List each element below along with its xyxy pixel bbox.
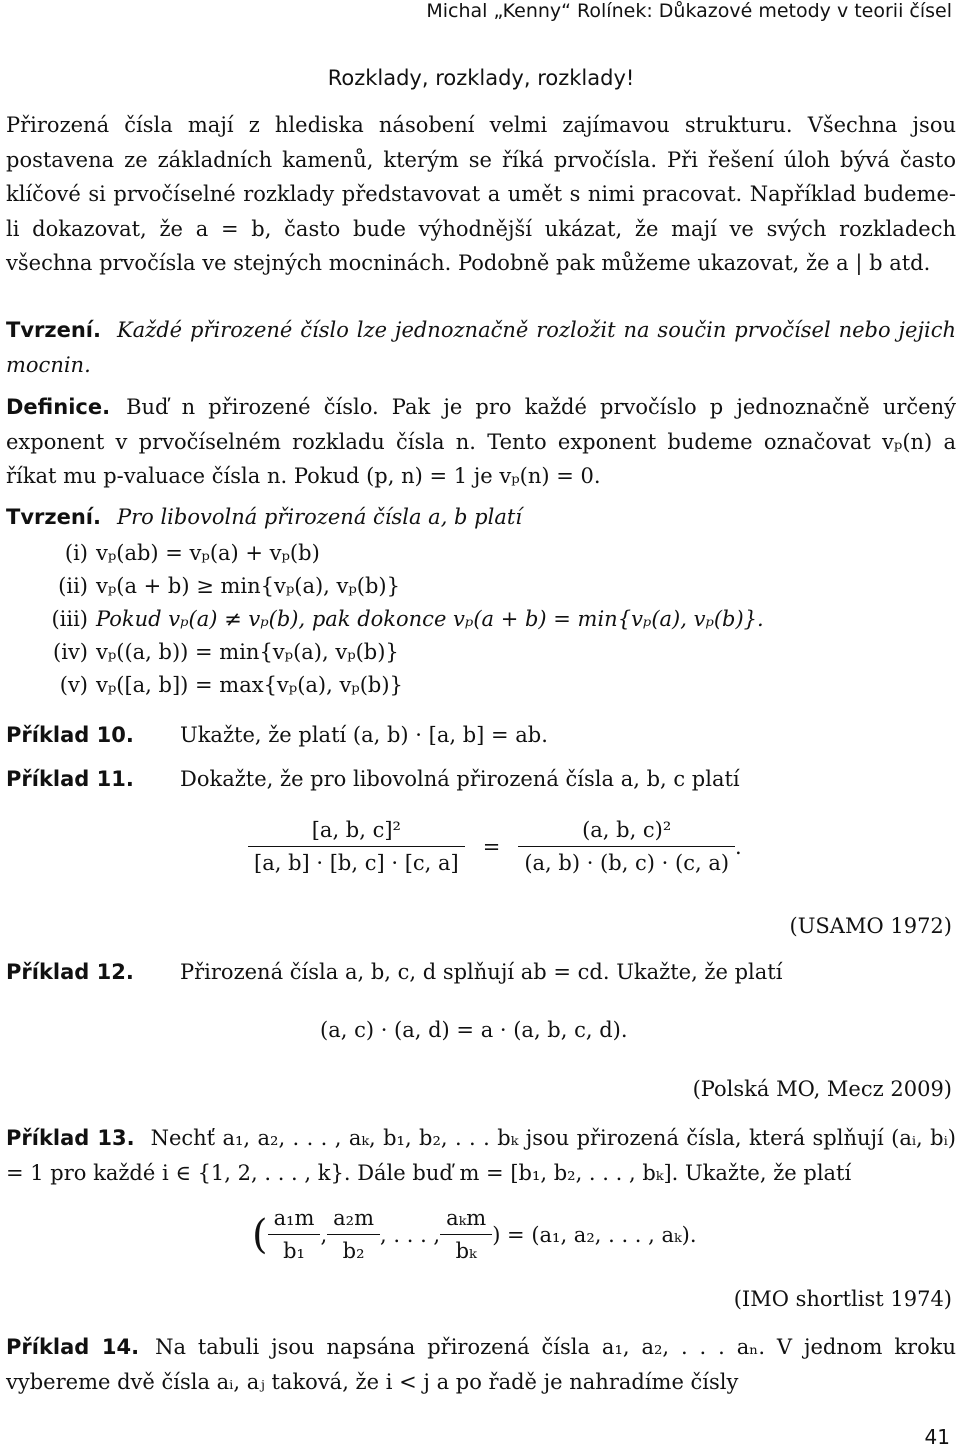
- intro-paragraph: Přirozená čísla mají z hlediska násobení velmi zajímavou strukturu. Všechna jsou postavena ze základních kamenů, kterým se říká prvočísla. Při řešení úloh bývá často klíčové si prvočíselné rozklady představovat a umět s nimi pracovat. Například budeme-li dokazovat, že a = b, často bude výhodnější ukázat, že mají ve svých rozkladech všechna prvočísla ve stejných mocninách. Podobně pak můžeme ukazovat, že a | b atd.: [6, 113, 956, 275]
- example-11-label: Příklad 11.: [6, 767, 134, 791]
- claim-1: [6, 313, 956, 382]
- claim-2-item: [6, 541, 320, 565]
- fraction-1: [268, 1206, 321, 1263]
- example-12-text: Přirozená čísla a, b, c, d splňují ab = cd. Ukažte, že platí: [180, 960, 783, 984]
- item-text: vₚ([a, b]) = max{vₚ(a), vₚ(b)}: [96, 673, 403, 697]
- example-14: [6, 1330, 956, 1399]
- item-text: vₚ((a, b)) = min{vₚ(a), vₚ(b)}: [96, 640, 399, 664]
- section-title: Rozklady, rozklady, rozklady!: [327, 66, 635, 90]
- ellipsis: , . . . ,: [380, 1222, 441, 1247]
- item-number: (i): [64, 541, 88, 565]
- definition-label: Definice.: [6, 395, 111, 419]
- definition-text: Buď n přirozené číslo. Pak je pro každé prvočíslo p jednoznačně určený exponent v prvočíselném rozkladu čísla n. Tento exponent budeme označovat vₚ(n) a říkat mu p-valuace čísla n. Pokud (p, n) = 1 je vₚ(n) = 0.: [6, 395, 956, 488]
- comma: ,: [320, 1222, 328, 1247]
- item-number: (iv): [53, 640, 88, 664]
- claim-2-label: Tvrzení.: [6, 505, 101, 529]
- open-paren: (: [252, 1211, 268, 1258]
- running-header: Michal „Kenny“ Rolínek: Důkazové metody v teorii čísel: [426, 0, 952, 22]
- item-number: (v): [59, 673, 88, 697]
- rhs-fraction: [518, 818, 735, 875]
- example-13-text: Nechť a₁, a₂, . . . , aₖ, b₁, b₂, . . . bₖ jsou přirozená čísla, která splňují (aᵢ, bᵢ) = 1 pro každé i ∈ {1, 2, . . . , k}. Dále buď m = [b₁, b₂, . . . , bₖ]. Ukažte, že platí: [6, 1126, 956, 1185]
- fraction-1-numerator: a₁m: [268, 1206, 321, 1235]
- lhs-fraction: [248, 818, 465, 875]
- rhs-numerator: (a, b, c)²: [518, 818, 735, 847]
- fraction-k: [440, 1206, 492, 1263]
- item-number: (ii): [58, 574, 88, 598]
- example-13-rhs: ) = (a₁, a₂, . . . , aₖ).: [492, 1222, 697, 1247]
- period: .: [735, 834, 742, 859]
- claim-1-text: Každé přirozené číslo lze jednoznačně rozložit na součin prvočísel nebo jejich mocnin.: [6, 318, 956, 377]
- example-11-text: Dokažte, že pro libovolná přirozená čísla a, b, c platí: [180, 767, 740, 791]
- claim-2-item: [6, 673, 403, 697]
- claim-2: [6, 500, 956, 535]
- lhs-numerator: [a, b, c]²: [248, 818, 465, 847]
- example-10: [6, 723, 548, 747]
- claim-1-label: Tvrzení.: [6, 318, 101, 342]
- claim-2-text: Pro libovolná přirozená čísla a, b platí: [116, 505, 522, 529]
- page-number: 41: [924, 1425, 950, 1449]
- example-10-label: Příklad 10.: [6, 723, 134, 747]
- example-12-formula: (a, c) · (a, d) = a · (a, b, c, d).: [320, 1018, 628, 1042]
- example-11-source: (USAMO 1972): [789, 914, 952, 938]
- example-14-text: Na tabuli jsou napsána přirozená čísla a₁, a₂, . . . aₙ. V jednom kroku vybereme dvě čísla aᵢ, aⱼ taková, že i < j a po řadě je nahradíme čísly: [6, 1335, 956, 1394]
- example-12: [6, 960, 782, 984]
- fraction-k-numerator: aₖm: [440, 1206, 492, 1235]
- item-text: vₚ(a + b) ≥ min{vₚ(a), vₚ(b)}: [96, 574, 400, 598]
- item-text: Pokud vₚ(a) ≠ vₚ(b), pak dokonce vₚ(a + b) = min{vₚ(a), vₚ(b)}.: [96, 607, 764, 631]
- document-page: [6, 0, 956, 1455]
- example-13-source: (IMO shortlist 1974): [733, 1287, 952, 1311]
- fraction-2-denominator: b₂: [342, 1239, 365, 1263]
- example-13-label: Příklad 13.: [6, 1126, 135, 1150]
- claim-2-item: [6, 607, 764, 631]
- claim-2-item: [6, 574, 400, 598]
- example-13: [6, 1121, 956, 1190]
- fraction-k-denominator: bₖ: [455, 1239, 477, 1263]
- claim-2-item: [6, 640, 399, 664]
- example-11: [6, 767, 740, 791]
- item-number: (iii): [51, 607, 88, 631]
- example-10-text: Ukažte, že platí (a, b) · [a, b] = ab.: [180, 723, 548, 747]
- lhs-denominator: [a, b] · [b, c] · [c, a]: [254, 851, 459, 875]
- fraction-2: [327, 1206, 380, 1263]
- item-text: vₚ(ab) = vₚ(a) + vₚ(b): [96, 541, 320, 565]
- fraction-1-denominator: b₁: [283, 1239, 305, 1263]
- example-12-source: (Polská MO, Mecz 2009): [692, 1077, 952, 1101]
- fraction-2-numerator: a₂m: [327, 1206, 380, 1235]
- definition: [6, 390, 956, 494]
- example-11-equation: [248, 818, 742, 875]
- equals-sign: =: [482, 834, 501, 859]
- example-12-label: Příklad 12.: [6, 960, 134, 984]
- rhs-denominator: (a, b) · (b, c) · (c, a): [524, 851, 730, 875]
- example-13-equation: [252, 1206, 697, 1263]
- example-14-label: Příklad 14.: [6, 1335, 140, 1359]
